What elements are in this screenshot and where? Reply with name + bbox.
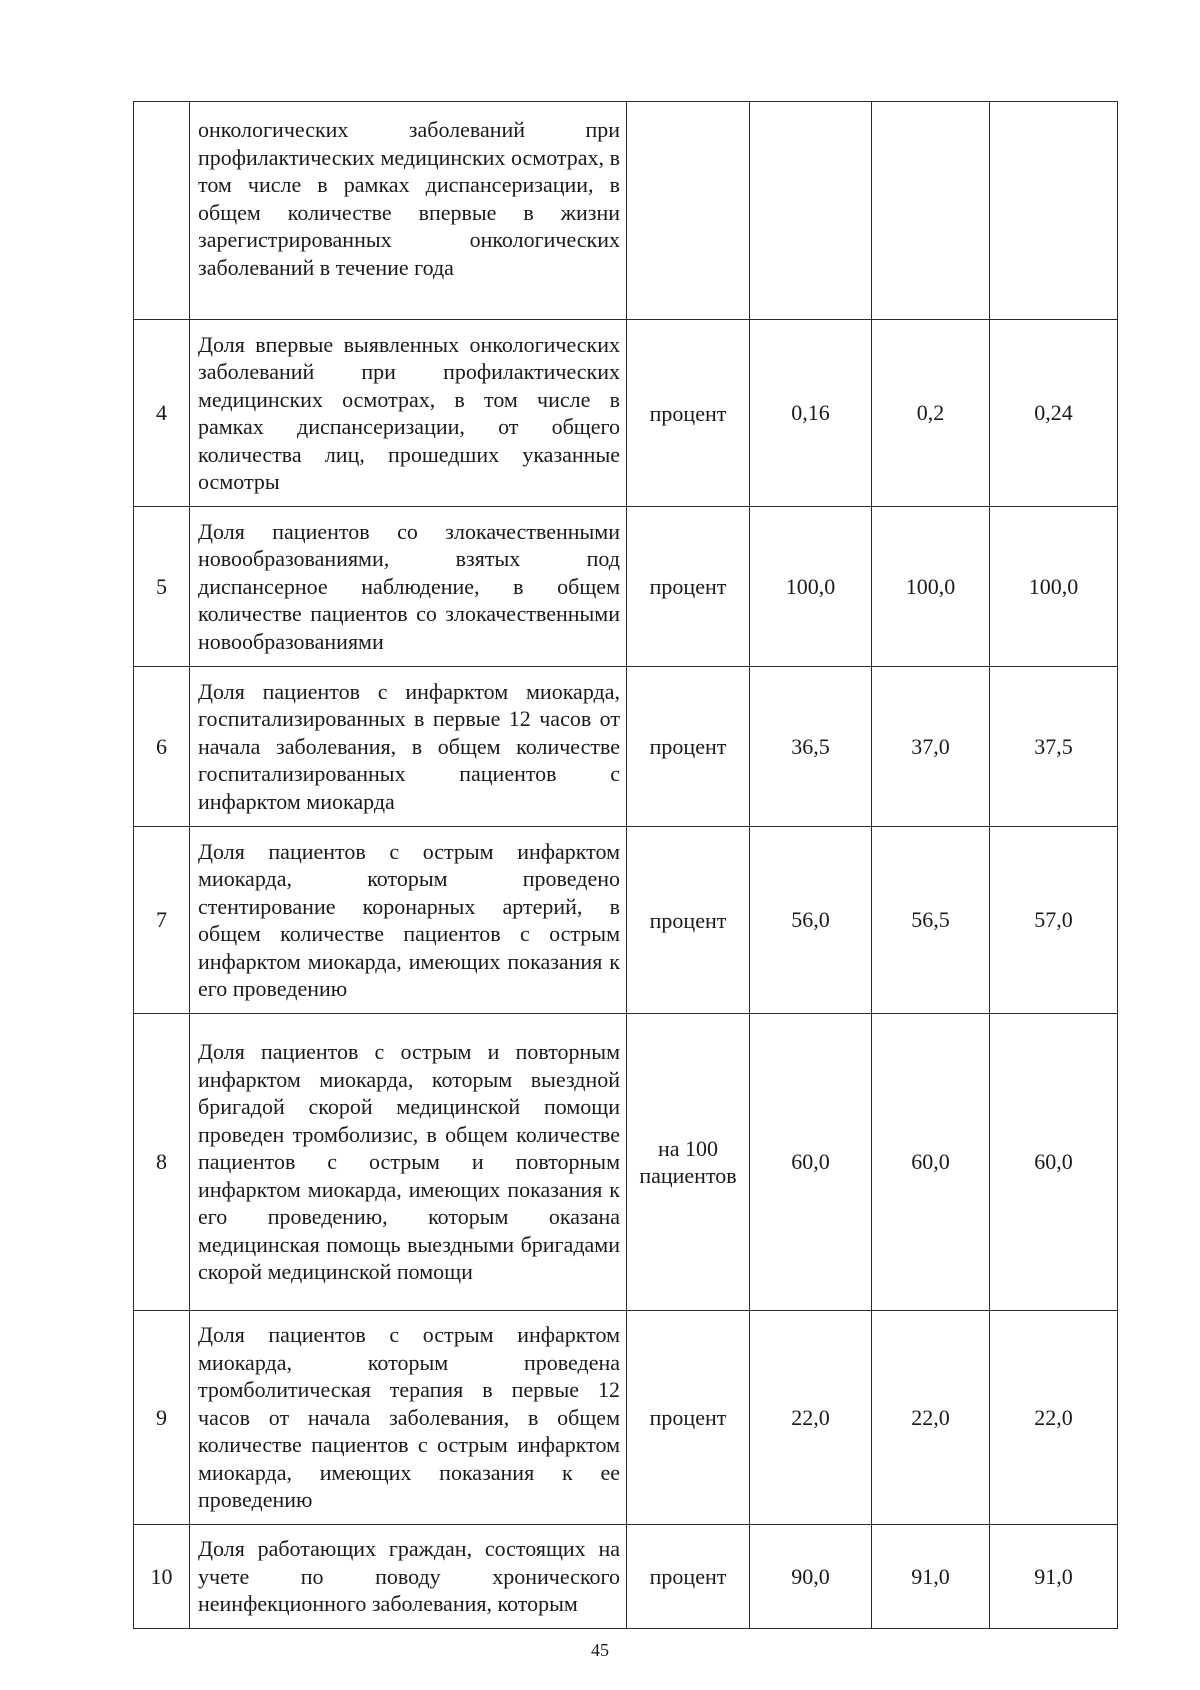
- value-cell-1: 0,16: [750, 320, 872, 507]
- value-cell-2: 60,0: [872, 1014, 990, 1311]
- value-cell-3: 60,0: [990, 1014, 1118, 1311]
- value-cell-1: 100,0: [750, 507, 872, 667]
- value-cell-3: 22,0: [990, 1311, 1118, 1525]
- unit-cell: процент: [627, 1311, 750, 1525]
- value-cell-3: 100,0: [990, 507, 1118, 667]
- value-cell-3: 0,24: [990, 320, 1118, 507]
- value-cell-1: [750, 102, 872, 320]
- indicator-description: Доля пациентов с острым и повторным инфарктом миокарда, которым выездной бригадой скорой медицинской помощи проведен тромболизис, в общем количестве пациентов с острым и повторным инфарктом миокарда, имеющих показания к его проведению, которым оказана медицинская помощь выездными бригадами скорой медицинской помощи: [190, 1014, 627, 1311]
- table-row: [134, 1525, 1118, 1629]
- value-cell-1: 56,0: [750, 827, 872, 1014]
- unit-cell: процент: [627, 1525, 750, 1629]
- indicator-description: Доля впервые выявленных онкологических заболеваний при профилактических медицинских осмотрах, в том числе в рамках диспансеризации, от общего количества лиц, прошедших указанные осмотры: [190, 320, 627, 507]
- indicator-description: Доля пациентов с острым инфарктом миокарда, которым проведена тромболитическая терапия в первые 12 часов от начала заболевания, в общем количестве пациентов с острым инфарктом миокарда, имеющих показания к ее проведению: [190, 1311, 627, 1525]
- row-number: 4: [134, 320, 190, 507]
- value-cell-3: 37,5: [990, 667, 1118, 827]
- indicator-description: Доля пациентов с инфарктом миокарда, госпитализированных в первые 12 часов от начала заболевания, в общем количестве госпитализированных пациентов с инфарктом миокарда: [190, 667, 627, 827]
- table-row: [134, 320, 1118, 507]
- value-cell-2: 100,0: [872, 507, 990, 667]
- value-cell-2: 56,5: [872, 827, 990, 1014]
- indicator-description: Доля пациентов со злокачественными новообразованиями, взятых под диспансерное наблюдение, в общем количестве пациентов со злокачественными новообразованиями: [190, 507, 627, 667]
- value-cell-2: 22,0: [872, 1311, 990, 1525]
- indicator-description: Доля пациентов с острым инфарктом миокарда, которым проведено стентирование коронарных артерий, в общем количестве пациентов с острым инфарктом миокарда, имеющих показания к его проведению: [190, 827, 627, 1014]
- row-number: 10: [134, 1525, 190, 1629]
- value-cell-1: 36,5: [750, 667, 872, 827]
- value-cell-1: 90,0: [750, 1525, 872, 1629]
- row-number: [134, 102, 190, 320]
- unit-cell: на 100 пациентов: [627, 1014, 750, 1311]
- value-cell-3: 91,0: [990, 1525, 1118, 1629]
- table-row: [134, 1014, 1118, 1311]
- unit-cell: процент: [627, 320, 750, 507]
- value-cell-1: 60,0: [750, 1014, 872, 1311]
- unit-cell: [627, 102, 750, 320]
- table-row: [134, 667, 1118, 827]
- unit-cell: процент: [627, 507, 750, 667]
- row-number: 5: [134, 507, 190, 667]
- unit-cell: процент: [627, 667, 750, 827]
- row-number: 9: [134, 1311, 190, 1525]
- row-number: 8: [134, 1014, 190, 1311]
- value-cell-2: 91,0: [872, 1525, 990, 1629]
- row-number: 7: [134, 827, 190, 1014]
- value-cell-2: 37,0: [872, 667, 990, 827]
- table-row: [134, 102, 1118, 320]
- value-cell-1: 22,0: [750, 1311, 872, 1525]
- value-cell-3: [990, 102, 1118, 320]
- row-number: 6: [134, 667, 190, 827]
- unit-cell: процент: [627, 827, 750, 1014]
- value-cell-2: 0,2: [872, 320, 990, 507]
- indicator-description: онкологических заболеваний при профилактических медицинских осмотрах, в том числе в рамках диспансеризации, в общем количестве впервые в жизни зарегистрированных онкологических заболеваний в течение года: [190, 102, 627, 320]
- value-cell-3: 57,0: [990, 827, 1118, 1014]
- indicators-table: [133, 101, 1118, 1629]
- table-row: [134, 827, 1118, 1014]
- table-row: [134, 1311, 1118, 1525]
- table-row: [134, 507, 1118, 667]
- value-cell-2: [872, 102, 990, 320]
- page-number: 45: [591, 1640, 609, 1660]
- indicator-description: Доля работающих граждан, состоящих на учете по поводу хронического неинфекционного заболевания, которым: [190, 1525, 627, 1629]
